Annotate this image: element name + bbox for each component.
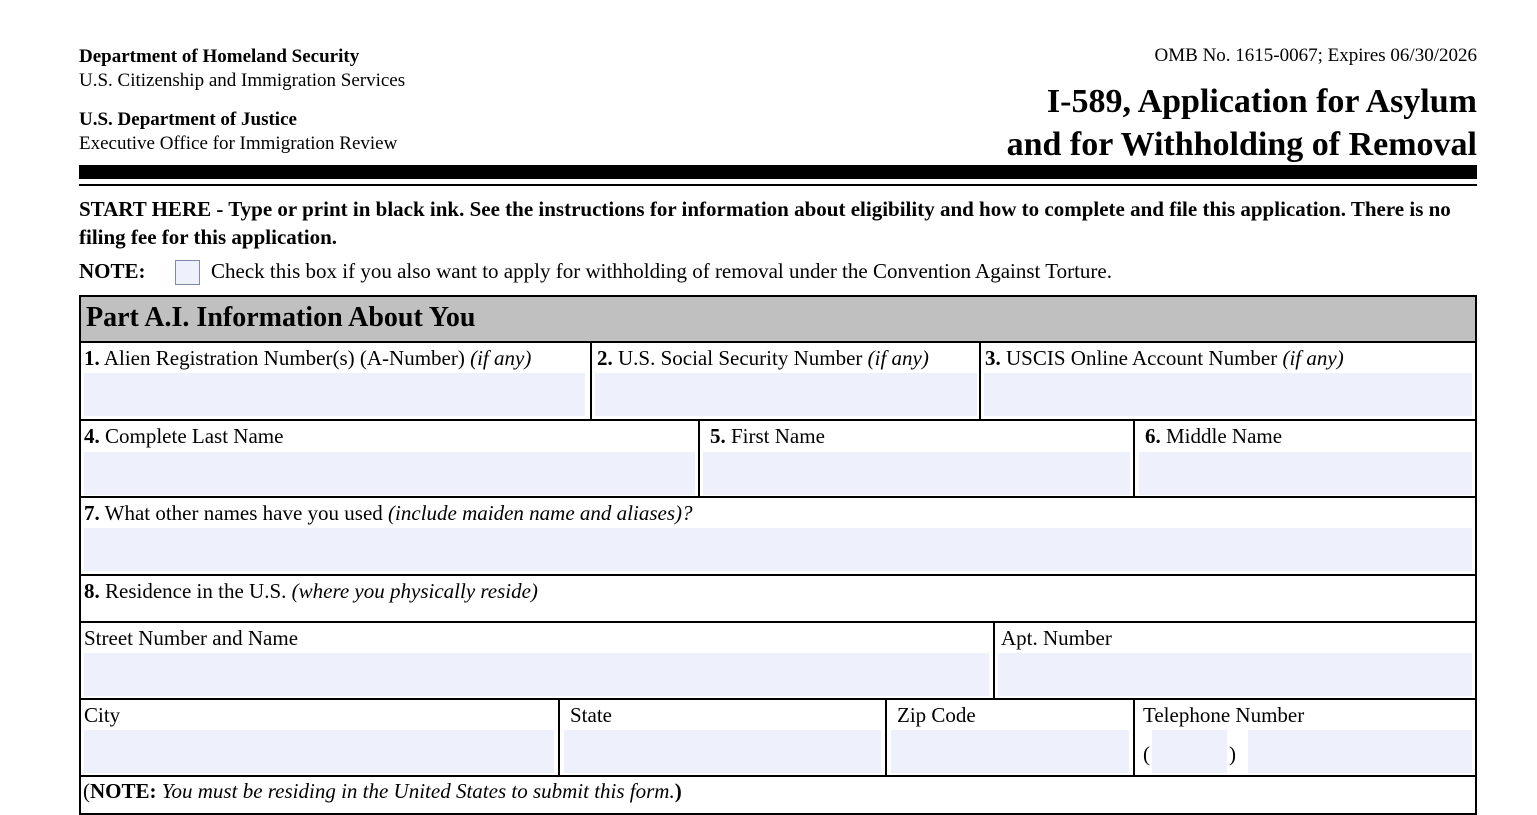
form-title bbox=[1007, 80, 1477, 166]
divider bbox=[1133, 699, 1135, 776]
q5-number: 5. bbox=[710, 424, 726, 448]
q5-text: First Name bbox=[731, 424, 825, 448]
residing-note-open: ( bbox=[83, 779, 90, 803]
phone-open-paren: ( bbox=[1143, 742, 1150, 766]
q8-note: (where you physically reside) bbox=[291, 579, 538, 603]
q3-label bbox=[985, 346, 1344, 371]
q8-text: Residence in the U.S. bbox=[105, 579, 287, 603]
phone-close-paren: ) bbox=[1229, 742, 1236, 766]
residing-note-close: ) bbox=[674, 779, 682, 803]
divider bbox=[993, 622, 995, 699]
start-here-instructions: START HERE - Type or print in black ink. See the instructions for information about eligibility and how to complete and file this application. There is no filing fee for this application. bbox=[79, 197, 1451, 249]
row-divider bbox=[79, 496, 1477, 498]
q3-note: (if any) bbox=[1282, 346, 1344, 370]
city-label: City bbox=[84, 703, 121, 727]
zip-input[interactable] bbox=[891, 730, 1129, 773]
divider bbox=[558, 699, 560, 776]
row-divider bbox=[79, 698, 1477, 700]
omb-number: OMB No. 1615-0067; Expires 06/30/2026 bbox=[1154, 45, 1477, 66]
q6-label bbox=[1145, 424, 1282, 449]
agency-block-dhs bbox=[79, 45, 405, 93]
q7-text: What other names have you used bbox=[104, 501, 383, 525]
residing-note-text: You must be residing in the United States to submit this form. bbox=[156, 779, 675, 803]
state-input[interactable] bbox=[564, 730, 881, 773]
apt-input[interactable] bbox=[998, 653, 1472, 696]
form-title-line1: I-589, Application for Asylum bbox=[1046, 83, 1477, 120]
q4-label bbox=[84, 424, 283, 449]
state-label: State bbox=[570, 703, 612, 727]
row-divider bbox=[79, 621, 1477, 623]
cat-withholding-checkbox[interactable] bbox=[175, 260, 200, 285]
cat-note-label: NOTE: bbox=[79, 259, 146, 283]
first-name-input[interactable] bbox=[703, 452, 1130, 495]
street-input[interactable] bbox=[84, 653, 989, 696]
divider bbox=[1133, 420, 1135, 497]
last-name-input[interactable] bbox=[84, 452, 695, 495]
divider bbox=[885, 699, 887, 776]
row-divider bbox=[79, 419, 1477, 421]
other-names-input[interactable] bbox=[84, 528, 1472, 571]
q8-number: 8. bbox=[84, 579, 100, 603]
divider bbox=[590, 343, 592, 419]
phone-label: Telephone Number bbox=[1143, 703, 1305, 727]
q1-note: (if any) bbox=[470, 346, 532, 370]
row-divider bbox=[79, 574, 1477, 576]
q1-number: 1. bbox=[84, 346, 100, 370]
residing-note bbox=[83, 779, 682, 804]
apt-label: Apt. Number bbox=[1001, 626, 1112, 650]
q7-number: 7. bbox=[84, 501, 100, 525]
agency-block-doj bbox=[79, 108, 397, 156]
cat-note-text: Check this box if you also want to apply for withholding of removal under the Convention Against Torture. bbox=[211, 259, 1113, 283]
zip-label: Zip Code bbox=[897, 703, 976, 727]
q6-number: 6. bbox=[1145, 424, 1161, 448]
agency-dhs: Department of Homeland Security bbox=[79, 46, 360, 67]
q3-text: USCIS Online Account Number bbox=[1006, 346, 1278, 370]
q7-label bbox=[84, 501, 693, 526]
a-number-input[interactable] bbox=[84, 373, 585, 416]
residing-note-label: NOTE: bbox=[90, 779, 157, 803]
agency-uscis: U.S. Citizenship and Immigration Services bbox=[79, 70, 406, 91]
q7-note: (include maiden name and aliases)? bbox=[388, 501, 693, 525]
q4-number: 4. bbox=[84, 424, 100, 448]
header-thin-rule bbox=[79, 184, 1477, 186]
part-a1-title: Part A.I. Information About You bbox=[86, 302, 476, 333]
ssn-input[interactable] bbox=[595, 373, 977, 416]
middle-name-input[interactable] bbox=[1139, 452, 1472, 495]
city-input[interactable] bbox=[84, 730, 554, 773]
q2-label bbox=[597, 346, 929, 371]
divider bbox=[698, 420, 700, 497]
header-thick-rule bbox=[79, 165, 1477, 179]
street-label: Street Number and Name bbox=[84, 626, 299, 650]
phone-area-code-input[interactable] bbox=[1152, 730, 1227, 773]
q4-text: Complete Last Name bbox=[105, 424, 284, 448]
q3-number: 3. bbox=[985, 346, 1001, 370]
q1-text: Alien Registration Number(s) (A-Number) bbox=[103, 346, 465, 370]
q2-note: (if any) bbox=[867, 346, 929, 370]
form-title-line2: and for Withholding of Removal bbox=[1006, 126, 1477, 163]
q1-label bbox=[84, 346, 531, 371]
q2-number: 2. bbox=[597, 346, 613, 370]
q8-label bbox=[84, 579, 538, 604]
agency-eoir: Executive Office for Immigration Review bbox=[79, 133, 398, 154]
q6-text: Middle Name bbox=[1166, 424, 1283, 448]
agency-doj: U.S. Department of Justice bbox=[79, 109, 297, 130]
q5-label bbox=[710, 424, 825, 449]
divider bbox=[979, 343, 981, 419]
phone-number-input[interactable] bbox=[1248, 730, 1472, 773]
q2-text: U.S. Social Security Number bbox=[618, 346, 863, 370]
row-divider bbox=[79, 775, 1477, 777]
uscis-account-input[interactable] bbox=[984, 373, 1472, 416]
